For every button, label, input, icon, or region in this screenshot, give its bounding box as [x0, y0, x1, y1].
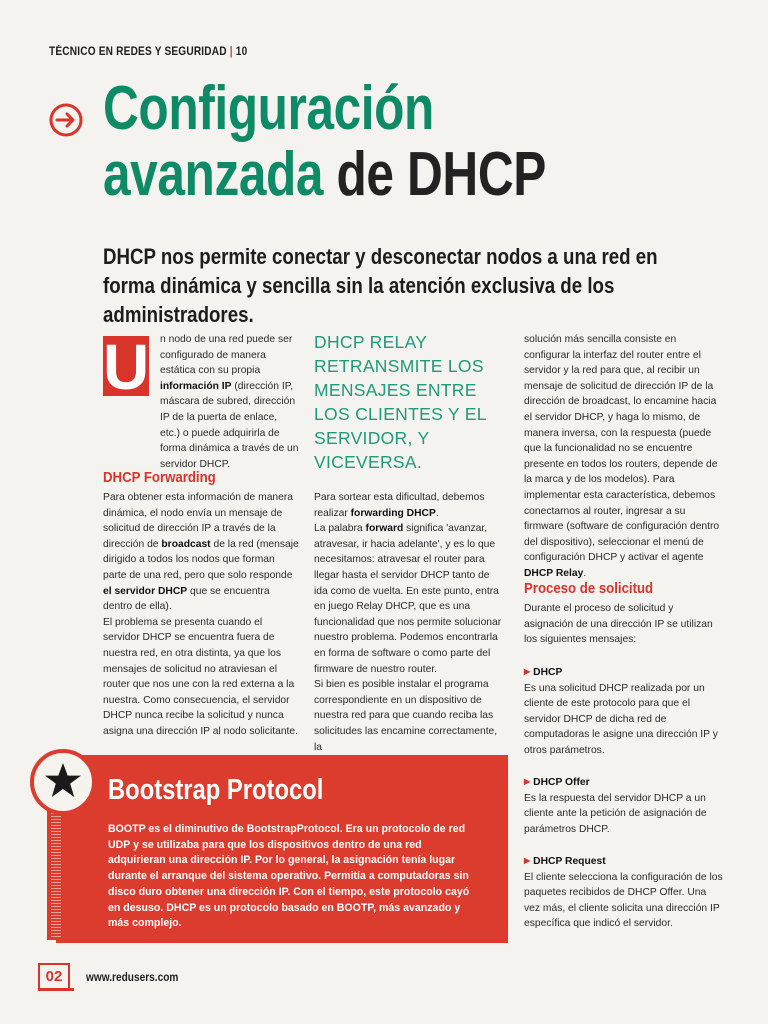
p1-bold-server: el servidor DHCP [103, 585, 188, 597]
intro-paragraph [160, 332, 300, 472]
dropcap [103, 331, 150, 403]
forwarding-paragraph-1 [103, 490, 300, 615]
col3-paragraph-2: Durante el proceso de solicitud y asignación de una dirección IP se utilizan los siguientes mensajes: [524, 603, 713, 646]
pull-quote: DHCP RELAY RETRANSMITE LOS MENSAJES ENTRE LOS CLIENTES Y EL SERVIDOR, Y VICEVERSA. [314, 332, 487, 472]
message-item [524, 853, 724, 932]
triangle-bullet-icon: ▶ [524, 667, 531, 676]
message-item [524, 664, 724, 759]
message-item-title: DHCP Request [533, 856, 606, 867]
col3-p1-bold: DHCP Relay [524, 567, 584, 579]
p1-text-a: Para obtener esta información de manera dinámica, el nodo envía un mensaje de solicitud de dirección IP a través de la dirección de [103, 492, 294, 550]
subhead-dhcp-forwarding: DHCP Forwarding [103, 469, 216, 486]
message-item-text: Es una solicitud DHCP realizada por un cliente de este protocolo para que el servidor DHCP de dicha red de computadoras le asigne una dirección IP y otros parámetros. [524, 682, 718, 756]
col1-intro-top [160, 332, 300, 472]
col2-p1-c: . [435, 507, 439, 519]
message-item-title: DHCP Offer [533, 777, 590, 788]
col1-body [103, 490, 300, 740]
page-number: 02 [38, 963, 70, 990]
arrow-circle-icon [46, 100, 86, 140]
page-title-line1: Configuración [103, 74, 434, 143]
subhead-proceso-solicitud: Proceso de solicitud [524, 580, 654, 597]
col2-paragraph-3: Si bien es posible instalar el programa correspondiente en un dispositivo de nuestra red para que cuando reciba las solicitudes las encamine correctamente, la [314, 679, 498, 753]
col2-p1-bold: forwarding DHCP [350, 507, 436, 519]
dropcap-letter: U [103, 331, 150, 403]
header-separator: | [229, 46, 233, 58]
col2-p1-a: Para sortear esta dificultad, debemos realizar [314, 492, 485, 519]
message-item-heading [524, 664, 724, 681]
col2-p2-a: La palabra [314, 523, 366, 535]
intro-text-c: (dirección IP, máscara de subred, dirección IP de la puerta de enlace, etc.) o puede adquirirla de forma dinámica a través de un servidor DHCP. [160, 380, 299, 470]
col2-p2-c: significa 'avanzar, atravesar, ir hacia adelante', y es lo que necesitamos: atravesar el router para llegar hasta el servidor DHCP tanto de ida como de vuelta. En este punto, entra en juego Relay DHCP, que es una funcionalidad que nos permite solucionar nuestro problema. Podemos encontrarla en forma de software o como parte del firmware de nuestro router. [314, 523, 502, 675]
p1-bold-broadcast: broadcast [161, 538, 211, 550]
message-item-text: El cliente selecciona la configuración de los paquetes recibidos de DHCP Offer. Una vez más, el cliente solicita una dirección IP específica que indicó el servidor. [524, 871, 723, 930]
message-item-heading [524, 853, 724, 870]
p1-text-c: de la red (mensaje dirigido a todos los nodos que forman parte de una red, pero que solo responde [103, 538, 299, 581]
message-item-text: Es la respuesta del servidor DHCP a un cliente ante la petición de asignación de parámetros DHCP. [524, 792, 707, 835]
col3-p1-a: solución más sencilla consiste en configurar la interfaz del router entre el servidor y la red para que, al recibir un mensaje de solicitud de dirección IP de la dirección de broadcast, lo encamine hacia el servidor DHCP, y haga lo mismo, de manera inversa, con la respuesta (puede que la funcionalidad no se encuentre presente en todos los routers, depende de la marca y de los modelos). Para implementar esta característica, debemos conectarnos al router, ingresar a su firmware (software de configuración dentro del dispositivo), seleccionar el menú de configuración DHCP y activar el agente [524, 334, 720, 564]
message-item-title: DHCP [533, 667, 563, 678]
forwarding-paragraph-2: El problema se presenta cuando el servidor DHCP se encuentra fuera de nuestra red, en otra distinta, ya que los mensajes de solicitud no atraviesan el router que nos une con la red externa a la nuestra. Como consecuencia, el servidor DHCP nunca recibe la solicitud y nunca asigna una dirección IP al nodo solicitante. [103, 616, 299, 737]
star-icon [43, 761, 83, 801]
col3-body [524, 332, 724, 582]
message-item [524, 774, 724, 837]
title-green-part: avanzada [103, 140, 324, 209]
col2-p2-bold: forward [365, 523, 404, 535]
col3-paragraph-1 [524, 332, 724, 582]
lead-paragraph: DHCP nos permite conectar y desconectar nodos a una red en forma dinámica y sencilla sin la atención exclusiva de los administradores. [103, 244, 658, 327]
col2-paragraph-2 [314, 521, 506, 677]
box-text: BOOTP es el diminutivo de BootstrapProtocol. Era un protocolo de red UDP y se utilizaba para que los dispositivos dentro de una red adquirieran una dirección IP. Por lo general, la asignación tenía lugar durante el arranque del sistema operativo. Permitía a computadoras sin disco duro obtener una dirección IP. Con el tiempo, este protocolo cayó en desuso. DHCP es un protocolo basado en BOOTP, más avanzado y más complejo. [108, 823, 470, 930]
triangle-bullet-icon: ▶ [524, 856, 531, 865]
triangle-bullet-icon: ▶ [524, 777, 531, 786]
col3-proceso [524, 601, 724, 648]
message-item-heading [524, 774, 724, 791]
col2-paragraph-1 [314, 490, 506, 521]
section-name: TÉCNICO EN REDES Y SEGURIDAD [49, 46, 227, 58]
col3-p1-c: . [583, 567, 587, 579]
section-number: 10 [235, 46, 248, 58]
col2-body [314, 490, 506, 755]
box-title: Bootstrap Protocol [108, 774, 324, 806]
intro-text-a: n nodo de una red puede ser configurado de manera estática con su propia [160, 334, 293, 377]
footer-url[interactable]: www.redusers.com [86, 972, 179, 984]
intro-bold: información IP [160, 380, 232, 392]
page-title-line2 [103, 142, 546, 208]
section-header [49, 46, 247, 58]
star-badge [30, 749, 96, 815]
title-dark-part: de DHCP [336, 140, 546, 209]
page-number-bar [38, 988, 74, 991]
p1-text-e: que se encuentra dentro de ella). [103, 585, 270, 613]
